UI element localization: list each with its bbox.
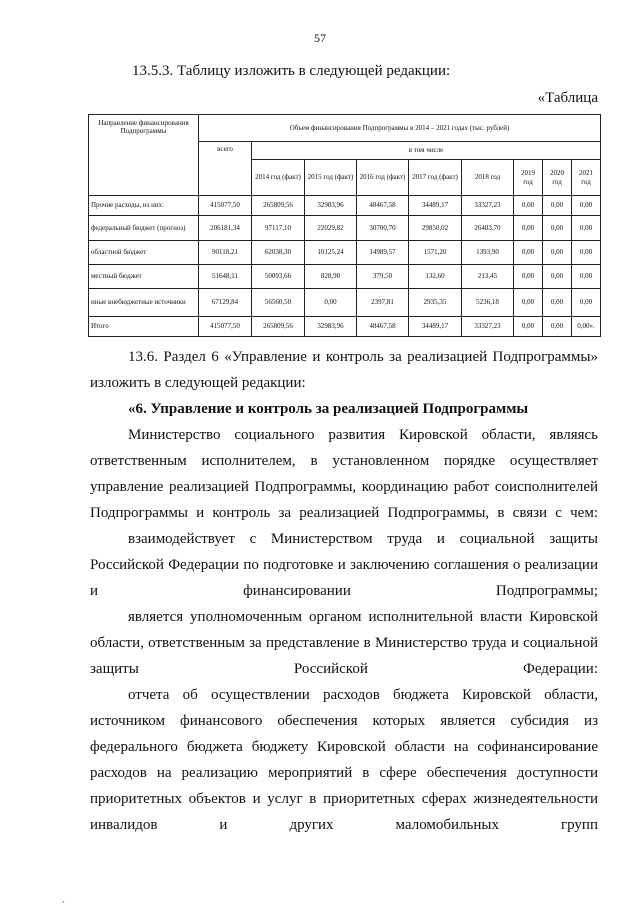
row-label: иные внебюджетные источники <box>89 289 199 317</box>
cell-value: 0,00 <box>514 265 543 289</box>
cell-value: 0,00 <box>543 241 572 265</box>
cell-value: 0,00 <box>572 216 601 241</box>
year-header: 2015 год (факт) <box>305 160 357 196</box>
cell-value: 30700,70 <box>357 216 409 241</box>
cell-value: 0,00 <box>305 289 357 317</box>
year-header: 2018 год <box>462 160 514 196</box>
row-label: федеральный бюджет (прогноз) <box>89 216 199 241</box>
cell-value: 0,00 <box>514 196 543 216</box>
year-header: 2020 год <box>543 160 572 196</box>
cell-value: 0,00 <box>543 216 572 241</box>
cell-value: 56560,50 <box>252 289 305 317</box>
table-caption: «Таблица <box>537 90 598 106</box>
cell-value: 26483,70 <box>462 216 514 241</box>
cell-value: 132,60 <box>409 265 462 289</box>
table-row <box>89 216 601 241</box>
direction-header: Направление финансирования Подпрограммы <box>89 115 199 196</box>
cell-value: 0,00 <box>514 289 543 317</box>
cell-value: 828,90 <box>305 265 357 289</box>
paragraph: взаимодействует с Министерством труда и социальной защиты Российской Федерации по подготовке и заключению соглашения о реализации и финансировании Подпрограммы; <box>90 531 598 599</box>
volume-header: Объем финансирования Подпрограммы в 2014 – 2021 годах (тыс. рублей) <box>199 115 601 142</box>
cell-value: 5236,18 <box>462 289 514 317</box>
cell-value: 415077,50 <box>199 317 252 337</box>
page-number: 57 <box>314 31 326 45</box>
paragraph: является уполномоченным органом исполнительной власти Кировской области, ответственным за представление в Министерство труда и социальной защиты Российской Федерации: <box>90 609 598 677</box>
year-header: 2021 год <box>572 160 601 196</box>
cell-value: 34489,17 <box>409 196 462 216</box>
margin-mark: ˏ <box>62 893 65 903</box>
cell-value: 265809,56 <box>252 196 305 216</box>
cell-value: 415077,50 <box>199 196 252 216</box>
row-label: местный бюджет <box>89 265 199 289</box>
cell-value: 34489,17 <box>409 317 462 337</box>
table-row <box>89 265 601 289</box>
cell-value: 51648,11 <box>199 265 252 289</box>
cell-value: 90118,21 <box>199 241 252 265</box>
cell-value: 67129,84 <box>199 289 252 317</box>
cell-value: 48467,58 <box>357 196 409 216</box>
section-intro-line1: 13.6. Раздел 6 «Управление и контроль за реализацией Подпрограммы» <box>128 349 598 365</box>
cell-value: 213,45 <box>462 265 514 289</box>
cell-value: 0,00 <box>572 289 601 317</box>
cell-value: 0,00 <box>572 196 601 216</box>
incl-header: в том числе <box>252 142 601 160</box>
cell-value: 0,00 <box>572 241 601 265</box>
cell-value: 50093,66 <box>252 265 305 289</box>
cell-value: 206181,34 <box>199 216 252 241</box>
year-header: 2016 год (факт) <box>357 160 409 196</box>
cell-value: 0,00 <box>543 317 572 337</box>
cell-value: 2935,35 <box>409 289 462 317</box>
cell-value: 32983,96 <box>305 317 357 337</box>
table-row <box>89 289 601 317</box>
year-header: 2014 год (факт) <box>252 160 305 196</box>
cell-value: 0,00 <box>514 317 543 337</box>
year-header: 2017 год (факт) <box>409 160 462 196</box>
cell-value: 1571,20 <box>409 241 462 265</box>
section-intro-line2: изложить в следующей редакции: <box>90 375 306 391</box>
table-intro: 13.5.3. Таблицу изложить в следующей редакции: <box>132 63 451 79</box>
cell-value: 0,00 <box>514 216 543 241</box>
total-header: всего <box>199 142 252 196</box>
cell-value: 0,00». <box>572 317 601 337</box>
cell-value: 32983,96 <box>305 196 357 216</box>
year-header: 2019 год <box>514 160 543 196</box>
cell-value: 0,00 <box>514 241 543 265</box>
table-row <box>89 196 601 216</box>
cell-value: 10125,24 <box>305 241 357 265</box>
cell-value: 2397,81 <box>357 289 409 317</box>
cell-value: 0,00 <box>572 265 601 289</box>
cell-value: 29850,02 <box>409 216 462 241</box>
cell-value: 22029,82 <box>305 216 357 241</box>
cell-value: 0,00 <box>543 265 572 289</box>
cell-value: 1393,90 <box>462 241 514 265</box>
cell-value: 97117,10 <box>252 216 305 241</box>
row-label: Прочие расходы, из них: <box>89 196 199 216</box>
row-label: областной бюджет <box>89 241 199 265</box>
financing-table <box>88 114 601 337</box>
cell-value: 48467,58 <box>357 317 409 337</box>
cell-value: 14989,57 <box>357 241 409 265</box>
cell-value: 265809,56 <box>252 317 305 337</box>
cell-value: 0,00 <box>543 196 572 216</box>
cell-value: 379,50 <box>357 265 409 289</box>
cell-value: 0,00 <box>543 289 572 317</box>
section-heading: «6. Управление и контроль за реализацией Подпрограммы <box>128 401 529 417</box>
cell-value: 62038,30 <box>252 241 305 265</box>
paragraph: отчета об осуществлении расходов бюджета Кировской области, источником финансового обеспечения которых является субсидия из федерального бюджета бюджету Кировской области на софинансирование расходов на реализацию мероприятий в сфере обеспечения доступности приоритетных объектов и услуг в приоритетных сферах жизнедеятельности инвалидов и других маломобильных групп <box>90 687 598 833</box>
cell-value: 33327,23 <box>462 196 514 216</box>
paragraph: Министерство социального развития Кировской области, являясь ответственным исполнителем, в установленном порядке осуществляет управление реализацией Подпрограммы, координацию работ соисполнителей Подпрограммы и контроль за реализацией Подпрограммы, в связи с чем: <box>90 427 598 521</box>
row-label: Итого <box>89 317 199 337</box>
table-row <box>89 241 601 265</box>
table-row <box>89 317 601 337</box>
cell-value: 33327,23 <box>462 317 514 337</box>
